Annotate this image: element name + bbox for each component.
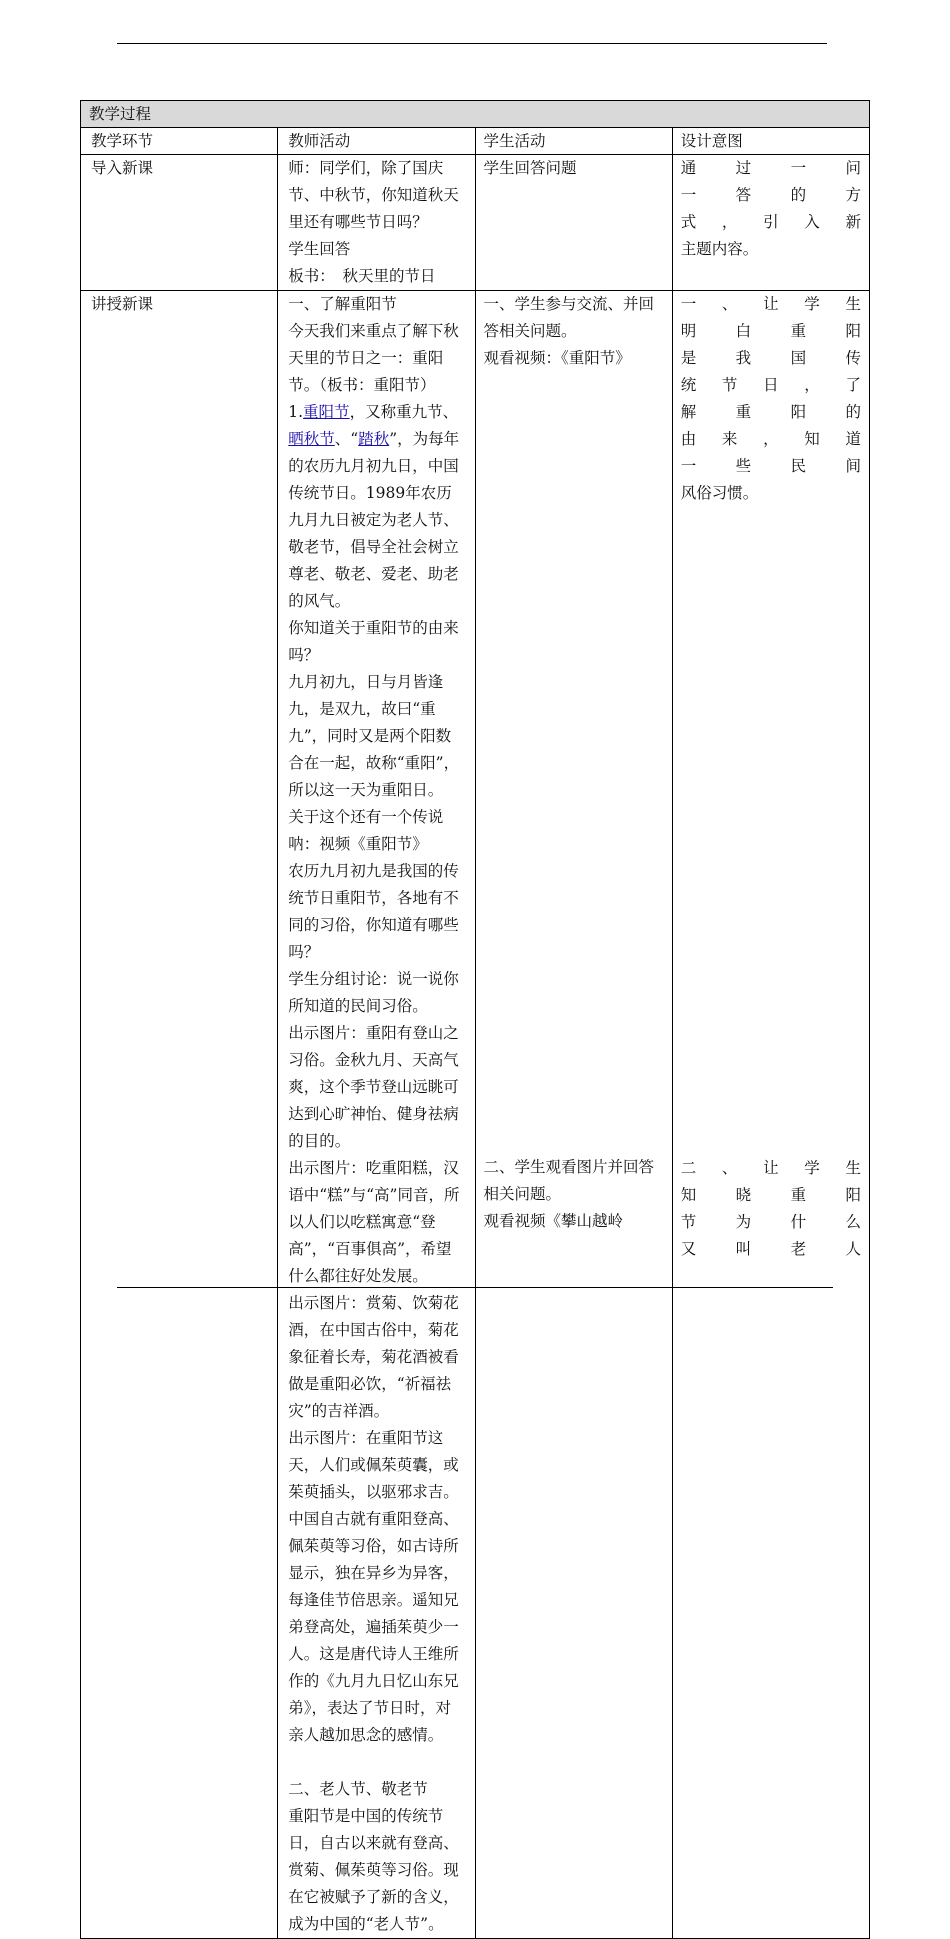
header-intent: 设计意图 [672,128,869,155]
teacher-text: 关于这个还有一个传说呐：视频《重阳节》 [288,808,444,853]
intent-line: 由来，知道 [680,430,861,448]
intent-line: 风俗习惯。 [680,484,759,502]
teacher-text-fragment: ，又称重九节、 [349,403,459,421]
student-text: 观看视频《攀山越岭 [483,1212,624,1230]
intent-line: 节为什么 [680,1213,861,1231]
stage-intro: 导入新课 [81,155,278,291]
teacher-text: 出示图片：吃重阳糕，汉语中“糕”与“高”同音，所以人们以吃糕寓意“登高”，“百事俱高”，希望什么都往好处发展。 [288,1159,460,1285]
intent-line: 通过一问 [680,159,861,177]
link-chongyang[interactable]: 重阳节 [303,403,350,421]
teacher-text [288,399,464,615]
design-intent-teaching [672,291,869,1939]
header-rule [117,43,827,44]
student-text: 二、学生观看图片并回答相关问题。 [483,1158,655,1203]
teacher-activity-intro [278,155,475,291]
teacher-text: 中国自古就有重阳登高、佩茱萸等习俗，如古诗所显示，独在异乡为异客，每逢佳节倍思亲。遥知兄弟登高处，遍插茱萸少一人。这是唐代诗人王维所作的《九月九日忆山东兄弟》，表达了节日时，对亲人越加思念的感情。 [288,1510,459,1744]
teacher-text-fragment: 、“ [334,430,359,448]
intent-line: 二、让学生 [680,1159,861,1177]
section-title: 教学过程 [81,101,870,128]
table-title-row [81,101,870,128]
footer-rule [117,1287,833,1288]
spacer [288,1749,464,1776]
header-stage: 教学环节 [81,128,278,155]
intent-line: 一、让学生 [680,295,861,313]
teacher-text: 你知道关于重阳节的由来吗？ [288,619,459,664]
student-text: 观看视频：《重阳节》 [483,349,631,367]
teacher-text: 学生回答 [288,240,351,258]
intent-line: 又叫老人 [680,1240,861,1258]
intent-line: 一答的方 [680,186,861,204]
teacher-text: 出示图片：赏菊、饮菊花酒，在中国古俗中，菊花象征着长寿，菊花酒被看做是重阳必饮，“祈福祛灾”的吉祥酒。 [288,1294,459,1420]
intent-line: 知晓重阳 [680,1186,861,1204]
header-teacher: 教师活动 [278,128,475,155]
intent-line: 明白重阳 [680,322,861,340]
lesson-table [80,100,870,1939]
design-intent-intro [672,155,869,291]
link-taqiu[interactable]: 踏秋 [358,430,390,448]
stage-teaching: 讲授新课 [81,291,278,1939]
header-student: 学生活动 [475,128,672,155]
teacher-activity-teaching [278,291,475,1939]
intent-line: 主题内容。 [680,240,759,258]
table-row [81,291,870,1939]
student-text: 一、学生参与交流、并回答相关问题。 [483,295,655,340]
student-activity-teaching [475,291,672,1939]
teacher-text: 农历九月初九是我国的传统节日重阳节，各地有不同的习俗，你知道有哪些吗？ [288,862,459,961]
table-row [81,155,870,291]
intent-line: 式，引入新 [680,213,861,231]
spacer [484,372,664,1154]
teacher-text: 出示图片：重阳有登山之习俗。金秋九月、天高气爽，这个季节登山远眺可达到心旷神怡、健身祛病的目的。 [288,1024,459,1150]
link-shaiqiu[interactable]: 晒秋节 [288,430,335,448]
teacher-text: 师：同学们，除了国庆节、中秋节，你知道秋天里还有哪些节日吗？ [288,159,459,231]
teacher-text: 今天我们来重点了解下秋天里的节日之一：重阳节。（板书：重阳节） [288,322,459,394]
spacer [681,507,861,1155]
intent-line: 统节日，了 [680,376,861,394]
intent-line: 一些民间 [680,457,861,475]
teacher-text: 学生分组讨论：说一说你所知道的民间习俗。 [288,970,459,1015]
teacher-text: 板书： 秋天里的节日 [288,267,436,285]
table-header-row [81,128,870,155]
student-activity-intro: 学生回答问题 [475,155,672,291]
teacher-text: 出示图片：在重阳节这天，人们或佩茱萸囊，或茱萸插头，以驱邪求吉。 [288,1429,459,1501]
teacher-text: 二、老人节、敬老节 [288,1780,428,1798]
intent-line: 是我国传 [680,349,861,367]
teacher-text: 重阳节是中国的传统节日，自古以来就有登高、赏菊、佩茱萸等习俗。现在它被赋予了新的含义，成为中国的“老人节”。 [288,1807,459,1933]
teacher-text-fragment: ”，为每年的农历九月初九日，中国传统节日。1989年农历九月九日被定为老人节、敬老节，倡导全社会树立尊老、敬老、爱老、助老的风气。 [288,430,460,610]
teacher-text: 九月初九，日与月皆逢九，是双九，故曰“重九”，同时又是两个阳数合在一起，故称“重阳”，所以这一天为重阳日。 [288,673,460,799]
teacher-text: 一、了解重阳节 [288,295,397,313]
intent-line: 解重阳的 [680,403,861,421]
list-number: 1. [288,403,304,421]
